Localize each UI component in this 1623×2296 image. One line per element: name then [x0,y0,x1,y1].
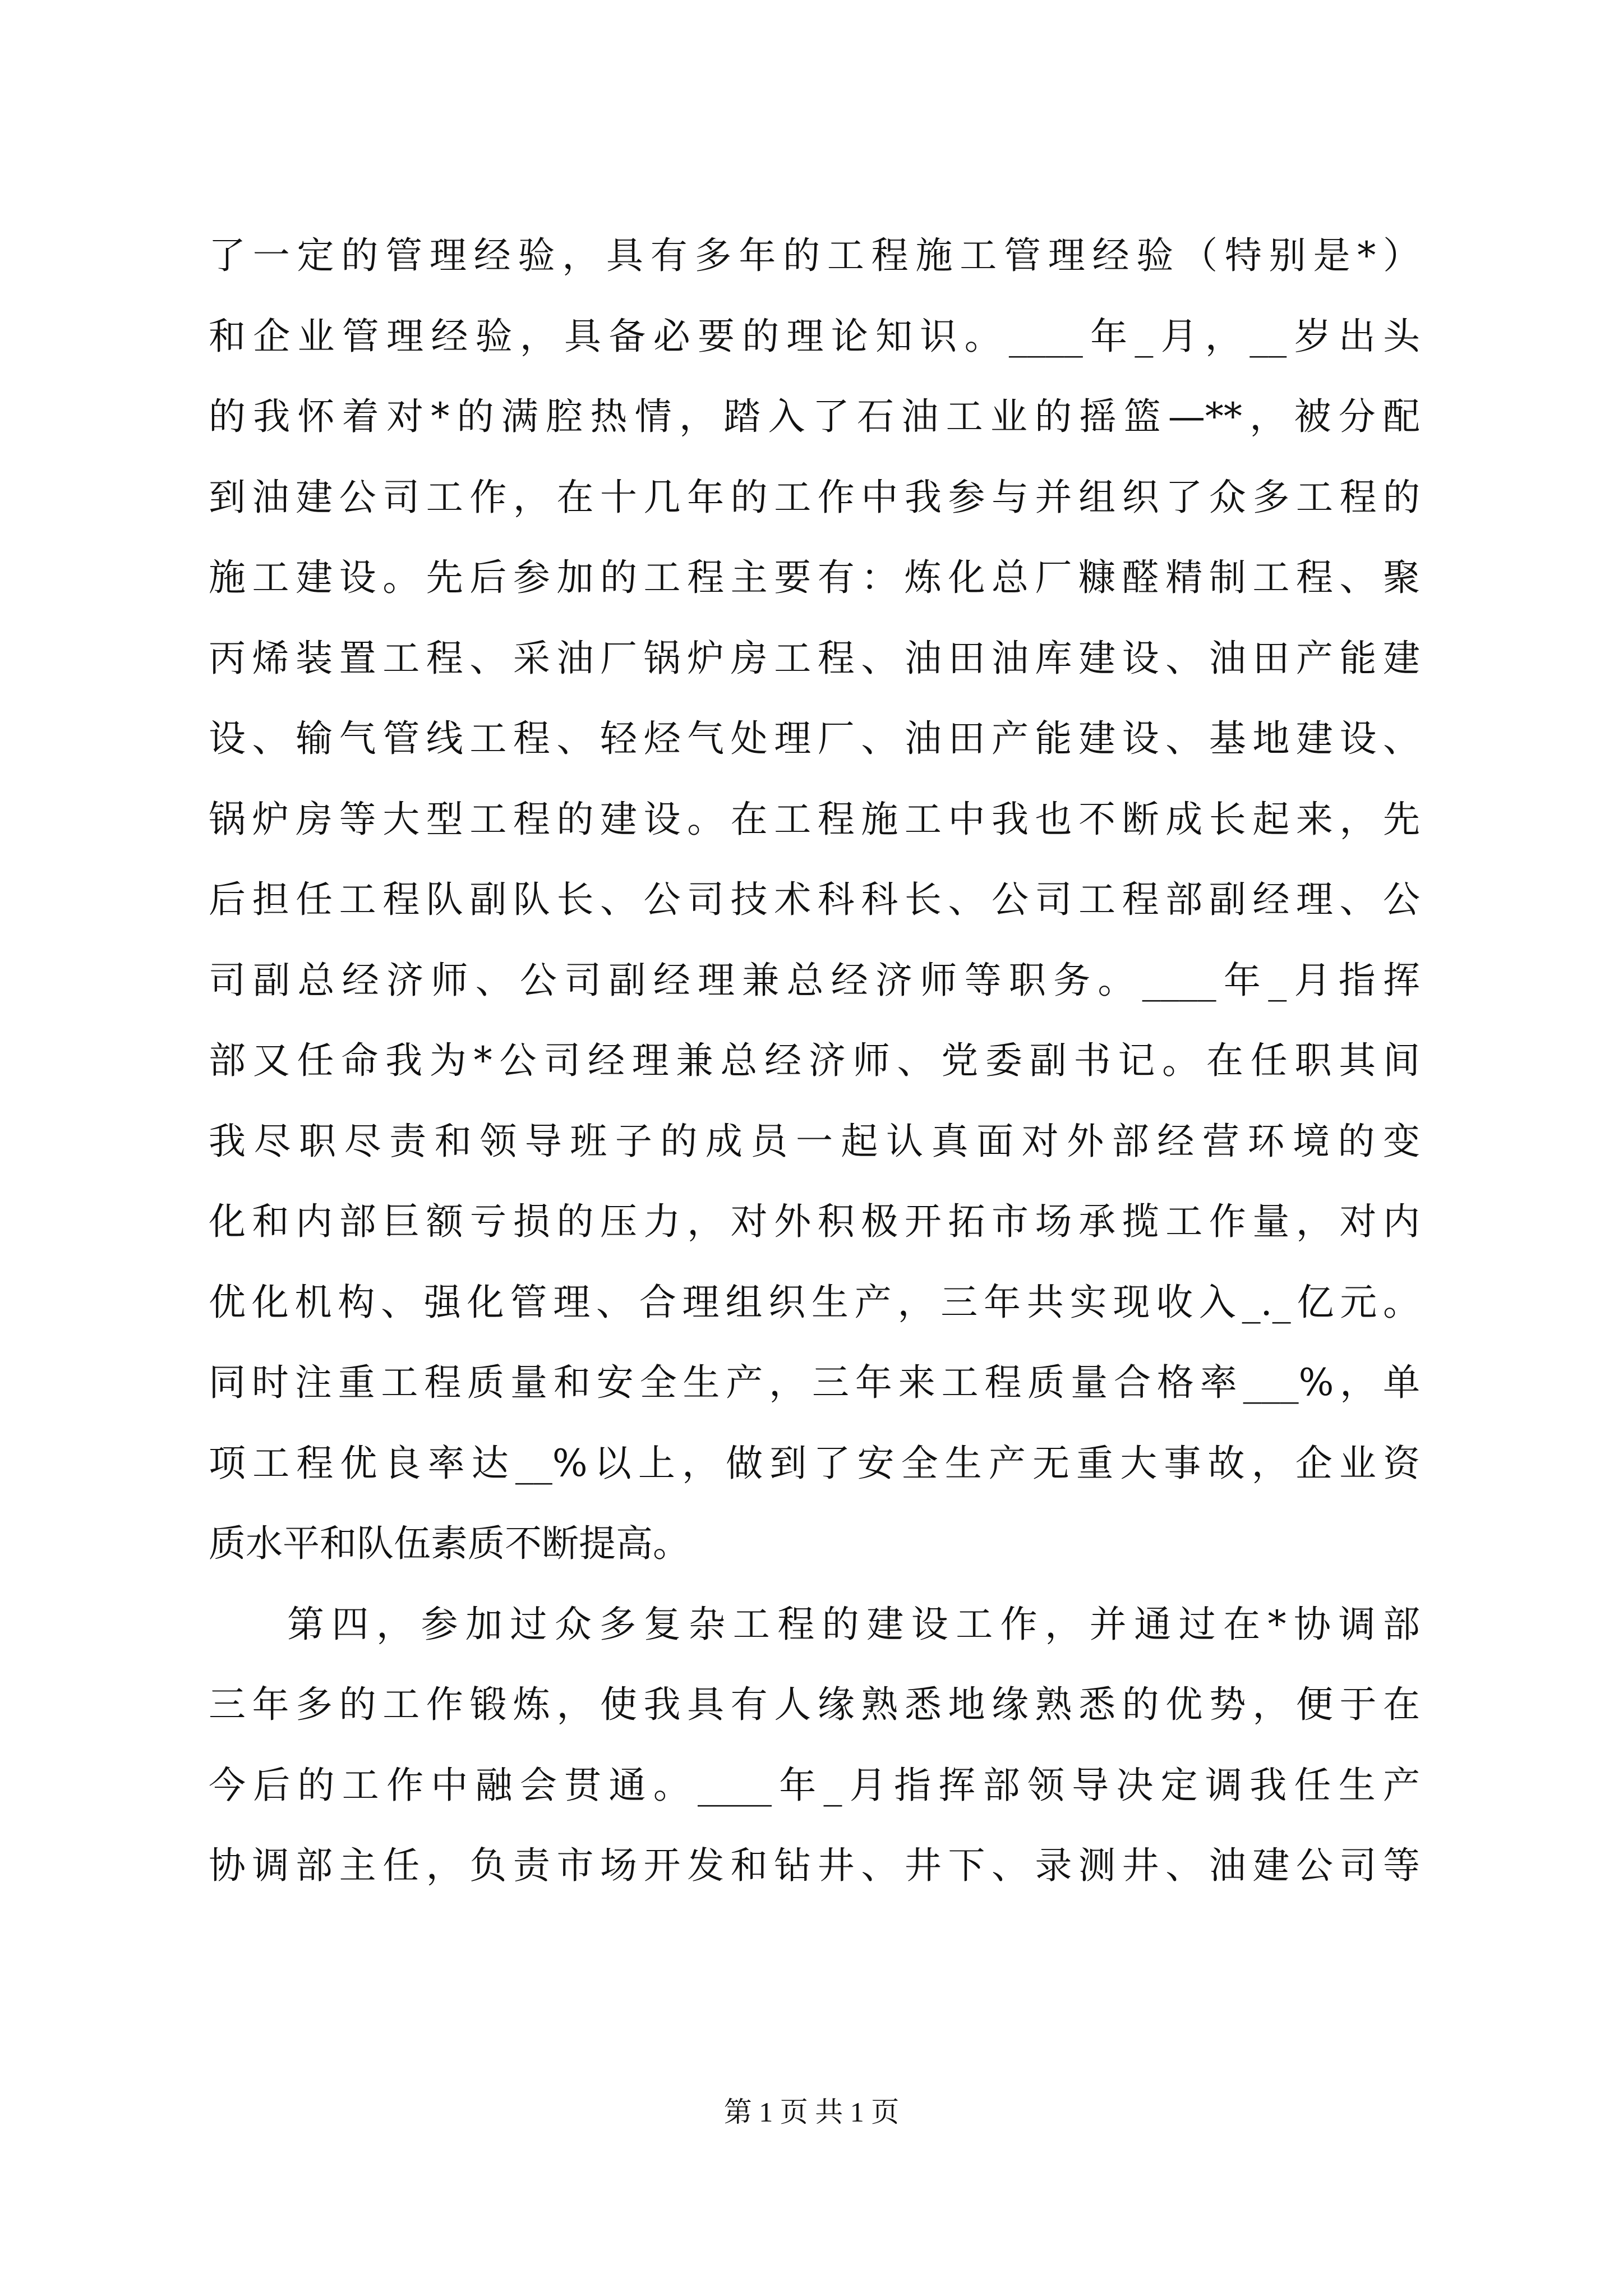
document-body [209,215,1420,1906]
text-line: 和企业管理经验，具备必要的理论知识。____年_月，__岁出头 [209,314,1420,358]
text-line: 项工程优良率达__%以上，做到了安全生产无重大事故，企业资 [209,1441,1420,1485]
page-number-footer: 第 1 页 共 1 页 [723,2096,900,2128]
paragraph-first-line: 第四，参加过众多复杂工程的建设工作，并通过在*协调部 [287,1602,1420,1646]
text-line: 丙烯装置工程、采油厂锅炉房工程、油田油库建设、油田产能建 [209,636,1420,680]
text-line: 我尽职尽责和领导班子的成员一起认真面对外部经营环境的变 [209,1119,1420,1163]
text-line: 司副总经济师、公司副经理兼总经济师等职务。____年_月指挥 [209,958,1420,1002]
text-line: 三年多的工作锻炼，使我具有人缘熟悉地缘熟悉的优势，便于在 [209,1683,1420,1726]
text-line: 协调部主任，负责市场开发和钻井、井下、录测井、油建公司等 [209,1844,1420,1887]
text-line: 今后的工作中融会贯通。____年_月指挥部领导决定调我任生产 [209,1763,1420,1807]
text-line: 优化机构、强化管理、合理组织生产，三年共实现收入_._亿元。 [209,1280,1420,1324]
text-line: 了一定的管理经验，具有多年的工程施工管理经验（特别是*） [209,234,1420,277]
text-line: 同时注重工程质量和安全生产，三年来工程质量合格率___%，单 [209,1361,1420,1404]
text-line: 到油建公司工作，在十几年的工作中我参与并组织了众多工程的 [209,475,1420,519]
text-line: 后担任工程队副队长、公司技术科科长、公司工程部副经理、公 [209,878,1420,921]
paragraph-end-line: 质水平和队伍素质不断提高。 [209,1522,690,1565]
text-line: 锅炉房等大型工程的建设。在工程施工中我也不断成长起来，先 [209,797,1420,841]
text-line: 设、输气管线工程、轻烃气处理厂、油田产能建设、基地建设、 [209,717,1420,760]
text-line: 部又任命我为*公司经理兼总经济师、党委副书记。在任职其间 [209,1039,1420,1082]
text-line: 的我怀着对*的满腔热情，踏入了石油工业的摇篮—**，被分配 [209,395,1420,438]
text-line: 施工建设。先后参加的工程主要有：炼化总厂糠醛精制工程、聚 [209,556,1420,599]
text-line: 化和内部巨额亏损的压力，对外积极开拓市场承揽工作量，对内 [209,1200,1420,1243]
